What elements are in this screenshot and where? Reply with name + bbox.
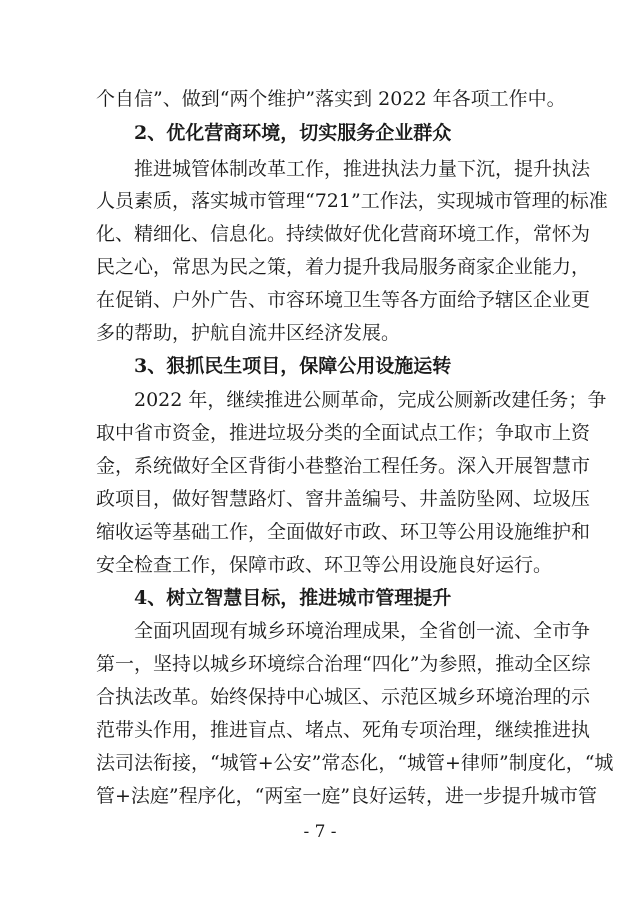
paragraph-line: 范带头作用，推进盲点、堵点、死角专项治理，继续推进执 bbox=[96, 719, 591, 741]
paragraph-line: 在促销、户外广告、市容环境卫生等各方面给予辖区企业更 bbox=[96, 289, 591, 311]
section-heading: 3、狠抓民生项目，保障公用设施运转 bbox=[134, 355, 452, 377]
paragraph-line: 合执法改革。始终保持中心城区、示范区城乡环境治理的示 bbox=[96, 686, 591, 708]
paragraph-line: 人员素质，落实城市管理“721”工作法，实现城市管理的标准 bbox=[96, 190, 608, 212]
intro-line: 个自信”、做到“两个维护”落实到 2022 年各项工作中。 bbox=[96, 88, 566, 110]
paragraph-line: 化、精细化、信息化。持续做好优化营商环境工作，常怀为 bbox=[96, 223, 591, 245]
page-number: - 7 - bbox=[303, 822, 337, 842]
paragraph-line: 缩收运等基础工作，全面做好市政、环卫等公用设施维护和 bbox=[96, 521, 591, 543]
paragraph-line: 金，系统做好全区背街小巷整治工程任务。深入开展智慧市 bbox=[96, 455, 591, 477]
paragraph-line: 2022 年，继续推进公厕革命，完成公厕新改建任务；争 bbox=[134, 389, 607, 411]
paragraph-line: 安全检查工作，保障市政、环卫等公用设施良好运行。 bbox=[96, 554, 553, 576]
paragraph-line: 多的帮助，护航自流井区经济发展。 bbox=[96, 322, 401, 344]
section-heading: 4、树立智慧目标，推进城市管理提升 bbox=[134, 587, 452, 609]
paragraph-line: 第一，坚持以城乡环境综合治理“四化”为参照，推动全区综 bbox=[96, 653, 591, 675]
paragraph-line: 全面巩固现有城乡环境治理成果，全省创一流、全市争 bbox=[134, 620, 591, 642]
paragraph-line: 管+法庭”程序化，“两室一庭”良好运转，进一步提升城市管 bbox=[96, 785, 598, 807]
paragraph-line: 民之心，常思为民之策，着力提升我局服务商家企业能力， bbox=[96, 256, 591, 278]
paragraph-line: 政项目，做好智慧路灯、窨井盖编号、井盖防坠网、垃圾压 bbox=[96, 488, 591, 510]
paragraph-line: 法司法衔接，“城管+公安”常态化，“城管+律师”制度化，“城 bbox=[96, 752, 614, 774]
section-heading: 2、优化营商环境，切实服务企业群众 bbox=[134, 122, 452, 144]
paragraph-line: 取中省市资金，推进垃圾分类的全面试点工作；争取市上资 bbox=[96, 422, 591, 444]
paragraph-line: 推进城管体制改革工作，推进执法力量下沉，提升执法 bbox=[134, 158, 591, 180]
